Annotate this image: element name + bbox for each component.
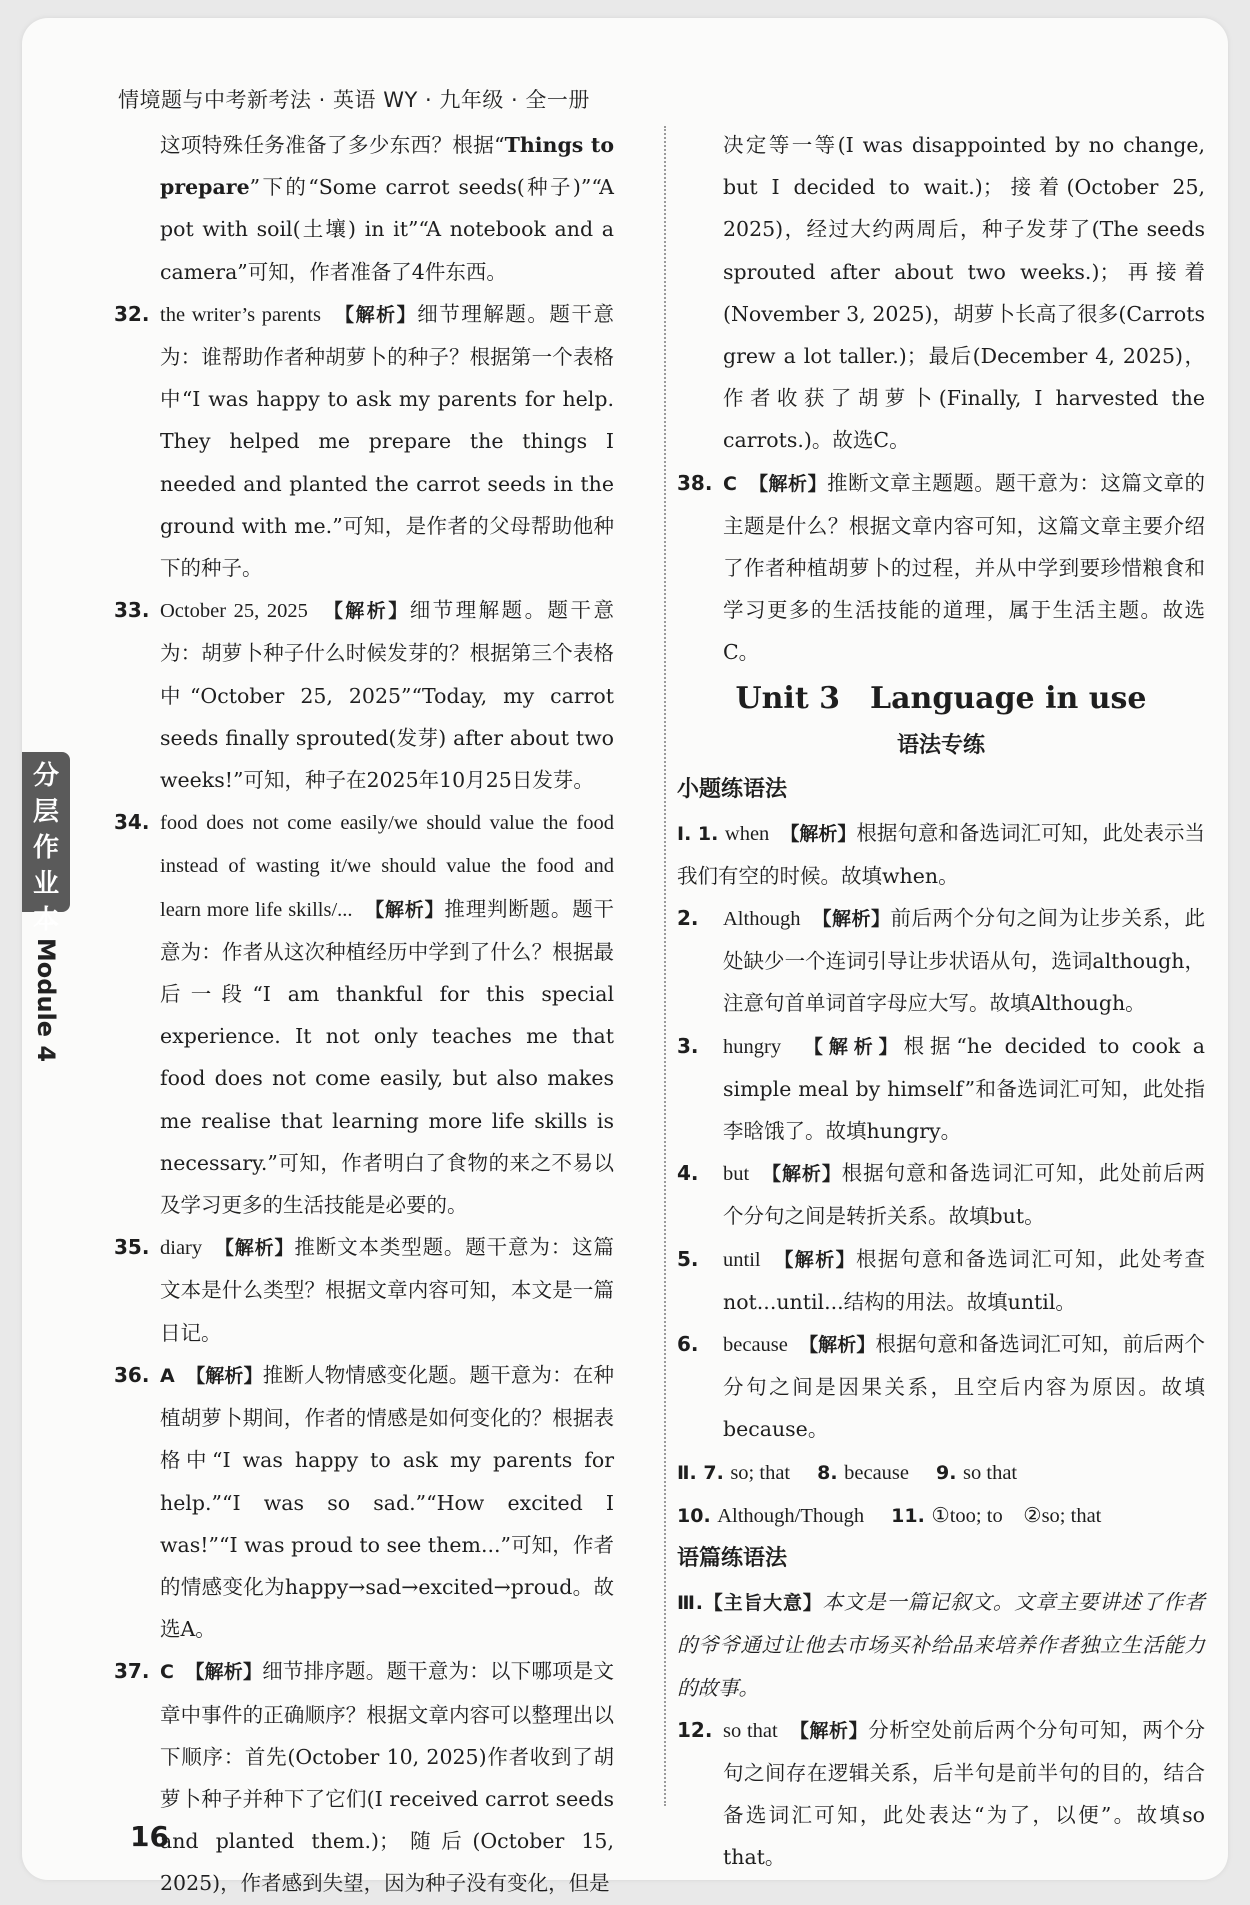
analysis-tag: 【解析】 bbox=[333, 600, 410, 623]
continued-text: 决定等一等(I was disappointed by no change, but I decided to wait.)；接着(October 25, 2025)，经过大约两周后，种子发芽了(The seeds sprouted after about two weeks.)；再接着(November 3, 2025)，胡萝卜长高了很多(Carrots grew a lot taller.)；最后(December 4, 2025)，作者收获了胡萝卜(Finally, I harvested the carrots.)。故选C。 bbox=[723, 133, 1205, 453]
analysis-text: 推理判断题。题干意为：作者从这次种植经历中学到了什么？根据最后一段“I am thankful for this special experience. It not only teaches me that food does not come easily, but also makes me realise that learning more life skills is necessary.”可知，作者明白了食物的来之不易以及学习更多的生活技能是必要的。 bbox=[160, 896, 615, 1218]
continued-answer-31 bbox=[114, 124, 614, 293]
question-number: 11. bbox=[891, 1504, 925, 1527]
answer-32 bbox=[114, 293, 614, 589]
analysis-tag: 【解析】 bbox=[783, 1248, 857, 1271]
answer-text: C bbox=[723, 472, 737, 495]
running-header: 情境题与中考新考法 · 英语 WY · 九年级 · 全一册 bbox=[118, 88, 590, 112]
answer-35 bbox=[114, 1226, 614, 1354]
page-number: 16 bbox=[130, 1820, 169, 1853]
answer-38 bbox=[677, 462, 1205, 674]
answer-text: ①too; to ②so; that bbox=[931, 1504, 1102, 1527]
analysis-tag: 【解析】 bbox=[195, 1364, 263, 1387]
answer-text: diary bbox=[160, 1237, 203, 1260]
side-tab-char: 作 bbox=[32, 833, 59, 863]
answer-text: C bbox=[160, 1661, 174, 1684]
question-number: 3. bbox=[677, 1033, 699, 1058]
answer-text: October 25, 2025 bbox=[160, 600, 308, 623]
analysis-text: 细节排序题。题干意为：以下哪项是文章中事件的正确顺序？根据文章内容可以整理出以下顺序：首先(October 10, 2025)作者收到了胡萝卜种子并种下了它们(I received carrot seeds and planted them.)；随后(October 15, 2025)，作者感到失望，因为种子没有变化，但是 bbox=[160, 1659, 614, 1896]
answer-text: so; that bbox=[730, 1461, 791, 1484]
question-number: 35. bbox=[114, 1235, 150, 1260]
right-column bbox=[677, 124, 1205, 1879]
analysis-text: 推断文章主题题。题干意为：这篇文章的主题是什么？根据文章内容可知，这篇文章主要介绍了作者种植胡萝卜的过程，并从中学到要珍惜粮食和学习更多的生活技能的道理，属于生活主题。故选C。 bbox=[723, 470, 1205, 665]
side-tab-char: 本 bbox=[32, 905, 59, 935]
question-number: 34. bbox=[114, 810, 150, 835]
main-idea-tag: 【主旨大意】 bbox=[702, 1592, 823, 1615]
section-heading-small-practice: 小题练语法 bbox=[677, 776, 788, 802]
answer-text: when bbox=[724, 822, 770, 845]
answer-2 bbox=[677, 897, 1205, 1025]
answer-3 bbox=[677, 1025, 1205, 1153]
question-number: 33. bbox=[114, 598, 150, 623]
main-idea bbox=[677, 1581, 1205, 1709]
column-divider bbox=[664, 126, 666, 1806]
question-number: 38. bbox=[677, 470, 713, 495]
answer-text: Although bbox=[723, 908, 801, 931]
analysis-tag: 【解析】 bbox=[758, 472, 828, 495]
question-number: 9. bbox=[936, 1461, 957, 1484]
answer-text: until bbox=[723, 1248, 761, 1271]
continued-text-2: ”下的“Some carrot seeds(种子)”“A pot with soil(土壤) in it”“A notebook and a camera”可知，作者准备了4件东西。 bbox=[160, 175, 614, 284]
answer-text: A bbox=[160, 1364, 175, 1387]
analysis-tag: 【解析】 bbox=[194, 1661, 263, 1684]
analysis-text: 根据句意和备选词汇可知，此处考查not...until...结构的用法。故填until。 bbox=[723, 1246, 1206, 1314]
side-tab-char: 层 bbox=[32, 797, 59, 827]
question-number: 12. bbox=[677, 1717, 713, 1742]
question-number: 5. bbox=[677, 1246, 699, 1271]
module-text: Module 4 bbox=[32, 937, 60, 1063]
side-tab-label bbox=[22, 752, 70, 935]
left-column bbox=[114, 124, 614, 1905]
analysis-text: 根据句意和备选词汇可知，前后两个分句之间是因果关系，且空后内容为原因。故填because。 bbox=[723, 1332, 1205, 1442]
unit-title: Unit 3 Language in use bbox=[735, 680, 1147, 716]
analysis-tag: 【解析】 bbox=[789, 822, 857, 845]
analysis-text: 根据句意和备选词汇可知，此处表示当我们有空的时候。故填when。 bbox=[677, 820, 1206, 888]
analysis-tag: 【解析】 bbox=[771, 1163, 842, 1186]
analysis-tag: 【解析】 bbox=[344, 303, 418, 326]
answer-text: because bbox=[723, 1334, 788, 1357]
answer-text: the writer’s parents bbox=[160, 303, 321, 326]
section-number: Ⅲ. bbox=[677, 1592, 703, 1615]
question-number: Ⅱ. 7. bbox=[677, 1461, 724, 1484]
continued-answer-37 bbox=[677, 124, 1205, 462]
answer-12 bbox=[677, 1709, 1205, 1879]
question-number: Ⅰ. 1. bbox=[677, 822, 719, 845]
analysis-text: 细节理解题。题干意为：胡萝卜种子什么时候发芽的？根据第三个表格中“October 25, 2025”“Today, my carrot seeds finally sprouted(发芽) after about two weeks!”可知，种子在2025年10月25日发芽。 bbox=[160, 598, 615, 793]
side-tab-char: 业 bbox=[32, 869, 59, 899]
question-number: 6. bbox=[677, 1332, 699, 1357]
answer-4 bbox=[677, 1152, 1205, 1237]
analysis-text: 细节理解题。题干意为：谁帮助作者种胡萝卜的种子？根据第一个表格中“I was happy to ask my parents for help. They helped me prepare the things I needed and planted the carrot seeds in the ground with me.”可知，是作者的父母帮助他种下的种子。 bbox=[160, 301, 614, 581]
analysis-tag: 【解析】 bbox=[808, 1334, 876, 1357]
answer-34 bbox=[114, 801, 614, 1226]
question-number: 36. bbox=[114, 1362, 150, 1387]
answer-5 bbox=[677, 1238, 1205, 1323]
answer-text: but bbox=[723, 1163, 750, 1186]
analysis-tag: 【解析】 bbox=[374, 898, 445, 921]
analysis-tag: 【解析】 bbox=[799, 1719, 869, 1742]
analysis-text: 推断文本类型题。题干意为：这篇文本是什么类型？根据文章内容可知，本文是一篇日记。 bbox=[160, 1235, 615, 1345]
answer-1 bbox=[677, 812, 1205, 897]
analysis-text: 推断人物情感变化题。题干意为：在种植胡萝卜期间，作者的情感是如何变化的？根据表格中“I was happy to ask my parents for help.”“I was so sad.”“How excited I was!”“I was proud to see them...”可知，作者的情感变化为happy→sad→excited→proud。故选A。 bbox=[160, 1362, 614, 1642]
answer-text: so that bbox=[723, 1719, 778, 1742]
main-idea-text: 本文是一篇记叙文。文章主要讲述了作者的爷爷通过让他去市场买补给品来培养作者独立生活能力的故事。 bbox=[677, 1590, 1205, 1700]
answer-text: so that bbox=[963, 1461, 1018, 1484]
continued-text: 这项特殊任务准备了多少东西？根据“ bbox=[160, 133, 505, 157]
bold-heading-ref: Things to prepare bbox=[160, 133, 614, 200]
section-subtitle: 语法专练 bbox=[896, 732, 985, 758]
answer-text: because bbox=[844, 1461, 910, 1484]
section-heading-passage-practice: 语篇练语法 bbox=[677, 1546, 788, 1572]
question-number: 10. bbox=[677, 1504, 711, 1527]
question-number: 37. bbox=[114, 1659, 150, 1684]
analysis-text: 分析空处前后两个分句可知，两个分句之间存在逻辑关系，后半句是前半句的目的，结合备选词汇可知，此处表达“为了，以便”。故填so that。 bbox=[723, 1717, 1206, 1870]
answer-36 bbox=[114, 1354, 614, 1650]
analysis-tag: 【解析】 bbox=[224, 1237, 295, 1260]
side-tab-char: 分 bbox=[32, 761, 59, 791]
answer-37 bbox=[114, 1650, 614, 1904]
analysis-tag: 【解析】 bbox=[821, 908, 891, 931]
answer-6 bbox=[677, 1323, 1205, 1451]
answers-7-9 bbox=[677, 1451, 1205, 1494]
analysis-text: 前后两个分句之间为让步关系，此处缺少一个连词引导让步状语从句，选词although，注意句首单词首字母应大写。故填Although。 bbox=[723, 906, 1206, 1016]
answer-text: Although/Though bbox=[717, 1504, 865, 1527]
question-number: 32. bbox=[114, 301, 150, 326]
answer-text: hungry bbox=[723, 1035, 782, 1058]
page bbox=[22, 18, 1228, 1896]
module-label bbox=[22, 930, 70, 1070]
analysis-text: 根据“he decided to cook a simple meal by himself”和备选词汇可知，此处指李晗饿了。故填hungry。 bbox=[723, 1033, 1205, 1144]
answer-text: food does not come easily/we should value the food instead of wasting it/we should value the food and learn more life skills/... bbox=[160, 812, 614, 921]
question-number: 8. bbox=[817, 1461, 838, 1484]
question-number: 2. bbox=[677, 906, 699, 931]
analysis-tag: 【解析】 bbox=[813, 1035, 904, 1058]
answer-33 bbox=[114, 589, 614, 801]
analysis-text: 根据句意和备选词汇可知，此处前后两个分句之间是转折关系。故填but。 bbox=[723, 1161, 1205, 1229]
answers-10-11 bbox=[677, 1494, 1205, 1537]
question-number: 4. bbox=[677, 1161, 699, 1186]
